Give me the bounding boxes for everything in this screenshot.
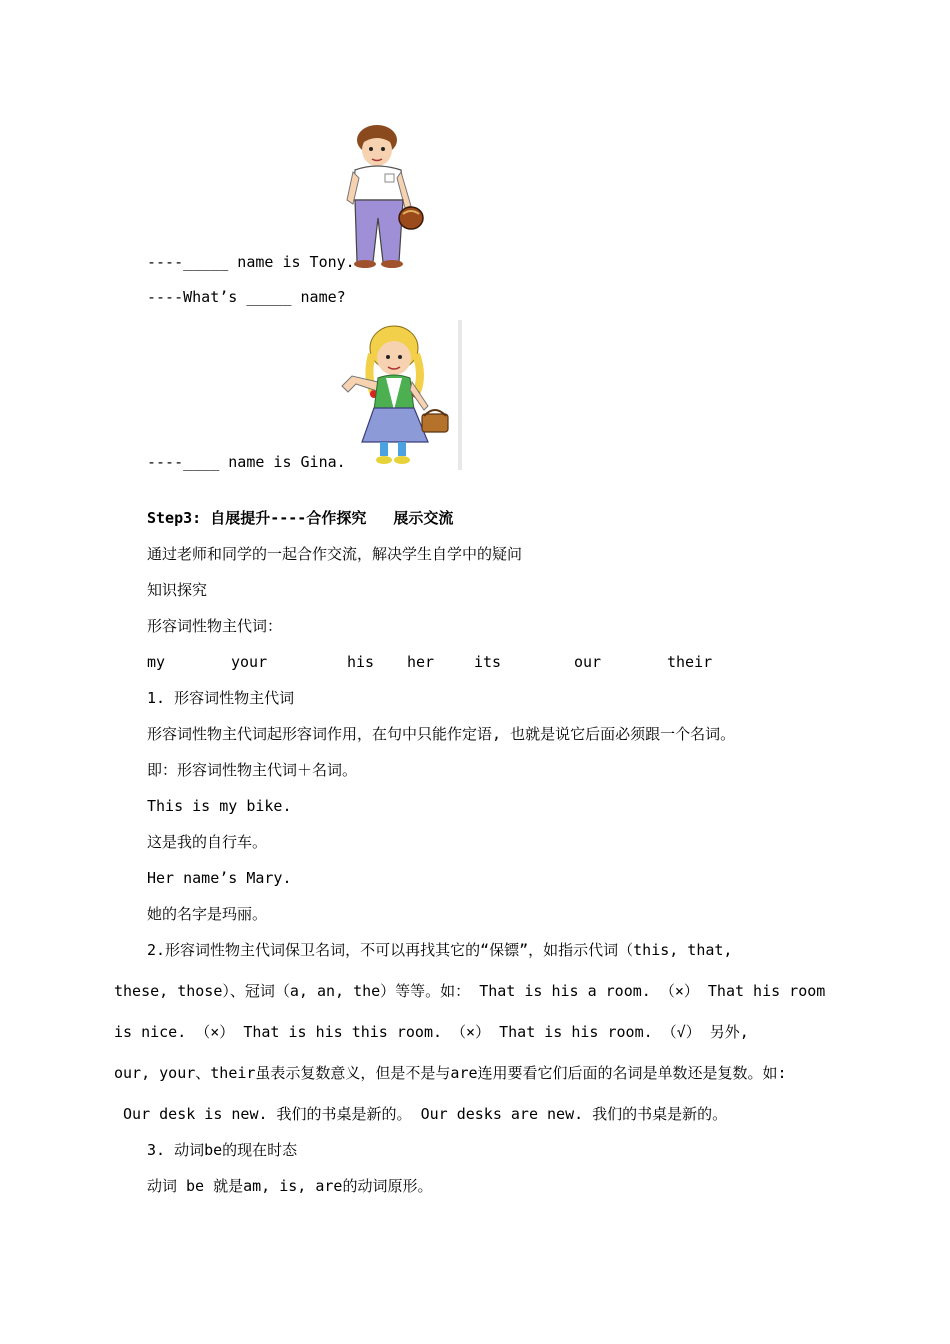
example1-english: This is my bike. bbox=[147, 797, 292, 815]
section1-title: 1. 形容词性物主代词 bbox=[147, 689, 295, 707]
knowledge-heading: 知识探究 bbox=[147, 581, 208, 599]
example1-chinese: 这是我的自行车。 bbox=[147, 833, 268, 851]
section1-paragraph: 形容词性物主代词起形容词作用，在句中只能作定语, 也就是说它后面必须跟一个名词。 bbox=[147, 725, 736, 743]
section3-paragraph: 动词 be 就是am, is, are的动词原形。 bbox=[147, 1177, 433, 1195]
example2-english: Her name’s Mary. bbox=[147, 869, 292, 887]
step3-intro: 通过老师和同学的一起合作交流，解决学生自学中的疑问 bbox=[147, 545, 523, 563]
step3-heading: Step3: 自展提升----合作探究 展示交流 bbox=[147, 509, 454, 527]
section1-formula: 即：形容词性物主代词＋名词。 bbox=[147, 761, 358, 779]
section2-line5: Our desk is new. 我们的书桌是新的。 Our desks are new. 我们的书桌是新的。 bbox=[114, 1105, 728, 1123]
section2-line3: is nice. （×） That is his this room. （×） That is his room. （√） 另外, bbox=[114, 1023, 749, 1041]
section3-title: 3. 动词be的现在时态 bbox=[147, 1141, 298, 1159]
pronoun-our: our bbox=[574, 653, 602, 671]
boy-illustration bbox=[345, 122, 425, 270]
section2-line4: our, your、their虽表示复数意义，但是不是与are连用要看它们后面的名词是单数还是复数。如: bbox=[114, 1064, 787, 1082]
section2-line1: 2.形容词性物主代词保卫名词，不可以再找其它的“保镖”，如指示代词（this, that, bbox=[147, 941, 733, 959]
pronoun-title: 形容词性物主代词： bbox=[147, 617, 283, 635]
pronoun-my: my bbox=[147, 653, 166, 671]
dialog-line-tony: ----_____ name is Tony. bbox=[147, 253, 355, 271]
girl-illustration bbox=[338, 320, 464, 470]
pronoun-your: your bbox=[231, 653, 268, 671]
dialog-line-whats-name: ----What’s _____ name? bbox=[147, 288, 346, 306]
example2-chinese: 她的名字是玛丽。 bbox=[147, 905, 268, 923]
pronoun-his: his bbox=[347, 653, 375, 671]
pronoun-her: her bbox=[407, 653, 435, 671]
pronoun-its: its bbox=[474, 653, 502, 671]
section2-line2: these, those）、冠词（a, an, the）等等。如： That is his a room. （×） That his room bbox=[114, 982, 826, 1000]
dialog-line-gina: ----____ name is Gina. bbox=[147, 453, 346, 471]
pronoun-their: their bbox=[667, 653, 713, 671]
